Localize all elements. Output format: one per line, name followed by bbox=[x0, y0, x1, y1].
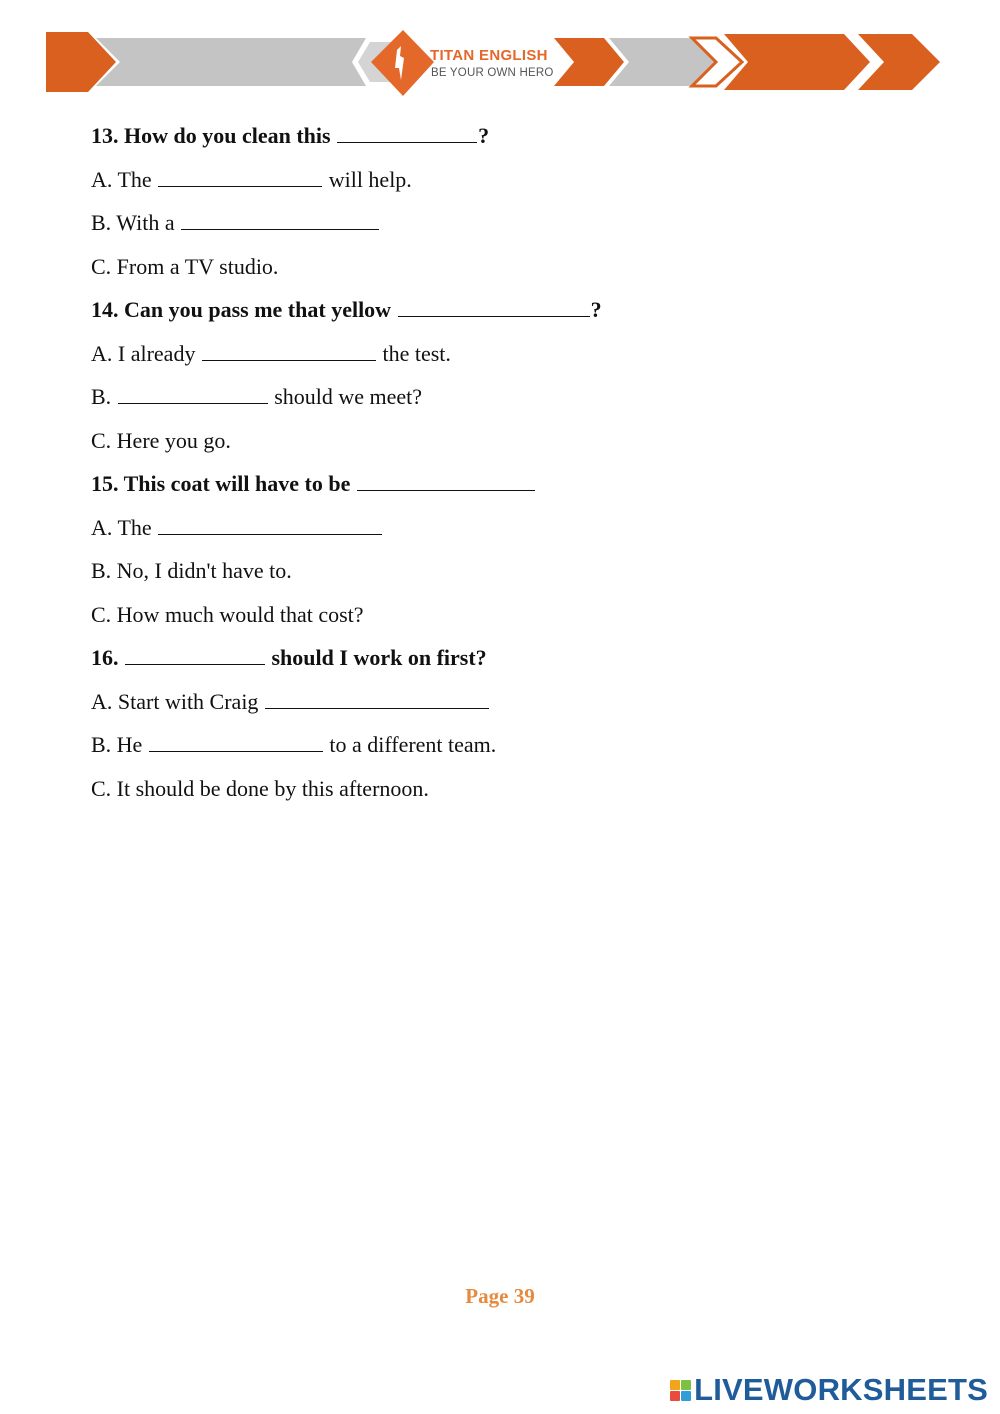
option-text: A. The bbox=[91, 514, 158, 540]
question-13-option-b-blank[interactable] bbox=[181, 207, 379, 230]
question-15-option-c bbox=[91, 596, 931, 640]
question-16-option-a-blank[interactable] bbox=[265, 686, 489, 709]
option-text: should we meet? bbox=[268, 384, 423, 409]
option-text: C. From a TV studio. bbox=[91, 253, 279, 279]
option-text: B. No, I didn't have to. bbox=[91, 558, 292, 583]
option-text: C. Here you go. bbox=[91, 427, 231, 453]
question-16 bbox=[91, 639, 931, 683]
question-15 bbox=[91, 465, 931, 509]
brand-name: TITAN ENGLISH bbox=[430, 47, 548, 64]
question-13-blank[interactable] bbox=[337, 120, 477, 143]
question-16-option-c bbox=[91, 770, 931, 814]
option-text: B. He bbox=[91, 732, 148, 757]
question-14-stem-start: 14. Can you pass me that yellow bbox=[91, 297, 397, 322]
liveworksheets-logo bbox=[670, 1372, 988, 1408]
option-text: A. I already bbox=[91, 340, 201, 366]
question-16-stem-start: 16. bbox=[91, 645, 124, 670]
liveworksheets-wordmark: LIVEWORKSHEETS bbox=[694, 1372, 988, 1407]
question-13 bbox=[91, 117, 931, 161]
option-text: B. With a bbox=[91, 210, 181, 235]
right-orange-arrow-3 bbox=[858, 34, 940, 90]
option-text: will help. bbox=[323, 166, 412, 192]
question-15-option-a-blank[interactable] bbox=[158, 512, 382, 535]
option-text: A. Start with Craig bbox=[91, 688, 264, 714]
option-text: the test. bbox=[376, 340, 451, 366]
question-14-option-a bbox=[91, 335, 931, 379]
question-16-blank[interactable] bbox=[125, 642, 265, 665]
logo-block bbox=[681, 1380, 691, 1390]
question-16-option-b-blank[interactable] bbox=[149, 729, 323, 752]
question-14 bbox=[91, 291, 931, 335]
question-13-option-a bbox=[91, 161, 931, 205]
header-banner bbox=[44, 26, 944, 102]
option-text: C. It should be done by this afternoon. bbox=[91, 775, 429, 801]
question-14-option-a-blank[interactable] bbox=[202, 338, 376, 361]
question-15-blank[interactable] bbox=[357, 468, 535, 491]
question-15-stem-start: 15. This coat will have to be bbox=[91, 471, 356, 496]
banner-arrows-graphic bbox=[44, 26, 944, 102]
question-14-blank[interactable] bbox=[398, 294, 590, 317]
page-number: Page 39 bbox=[465, 1284, 535, 1308]
logo-block bbox=[670, 1391, 680, 1401]
logo-block bbox=[670, 1380, 680, 1390]
question-13-stem-start: 13. How do you clean this bbox=[91, 123, 337, 148]
left-gray-band bbox=[96, 38, 394, 86]
question-13-option-b bbox=[91, 204, 931, 248]
question-14-option-b bbox=[91, 378, 931, 422]
question-15-option-b bbox=[91, 552, 931, 596]
option-text: to a different team. bbox=[323, 732, 497, 757]
liveworksheets-blocks-icon bbox=[670, 1380, 691, 1401]
option-text: A. The bbox=[91, 166, 158, 192]
option-text: B. bbox=[91, 384, 117, 409]
question-14-stem-end: ? bbox=[590, 297, 602, 322]
worksheet-content bbox=[91, 117, 931, 813]
question-13-stem-end: ? bbox=[478, 123, 490, 148]
right-orange-arrow-2 bbox=[724, 34, 870, 90]
question-16-option-a bbox=[91, 683, 931, 727]
question-14-option-c bbox=[91, 422, 931, 466]
question-13-option-a-blank[interactable] bbox=[158, 164, 322, 187]
brand-tagline: BE YOUR OWN HERO bbox=[431, 67, 554, 79]
question-16-option-b bbox=[91, 726, 931, 770]
question-14-option-b-blank[interactable] bbox=[118, 381, 268, 404]
question-15-option-a bbox=[91, 509, 931, 553]
question-13-option-c bbox=[91, 248, 931, 292]
logo-block bbox=[681, 1391, 691, 1401]
question-16-stem-end: should I work on first? bbox=[266, 645, 487, 670]
option-text: C. How much would that cost? bbox=[91, 601, 364, 627]
